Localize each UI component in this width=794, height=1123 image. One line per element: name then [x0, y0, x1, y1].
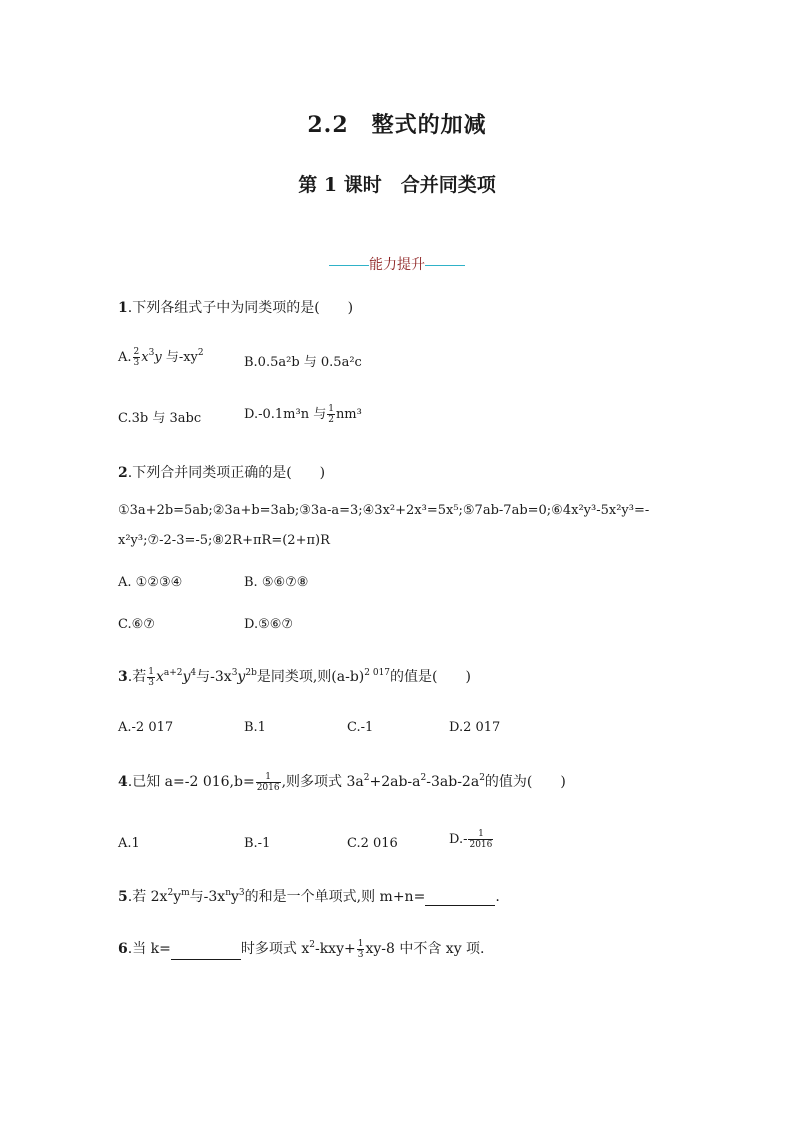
q3-option-d: D.2 017 [449, 720, 501, 735]
question-stem: 与-3x [196, 669, 232, 685]
fraction-one-over-2016: $\frac{1}{2016}$ [469, 829, 493, 850]
q2-option-d: D.⑤⑥⑦ [244, 617, 294, 632]
question-3: 3.若 $\frac{1}{3}$ $x^{a+2}y^4$与$-3x^3y^{2b}$是同类项,则$(a-b)^{2 017}$的值是( ) [118, 666, 471, 688]
q4-option-c: C.2 016 [347, 836, 398, 851]
option-label: A. [118, 350, 132, 365]
q2-option-b: B. ⑤⑥⑦⑧ [244, 575, 309, 590]
question-4: 4.已知 a=-2 016,b= $\frac{1}{2016}$ ,则多项式 $3a^2+2ab-a^2-3ab-2a^2$的值为( ) [118, 771, 566, 793]
q3-option-a: A.-2 017 [118, 720, 174, 735]
question-1 [118, 297, 353, 317]
question-stem: 是同类项,则(a-b) [256, 669, 365, 685]
question-6: 6.当 k= 时多项式 $x^2-kxy+$ $\frac{1}{3}$ xy-8 中不含 xy 项. [118, 938, 485, 960]
q1-option-a: A. $\frac{2}{3}$ $x^3y$ 与$-xy^2$ [118, 347, 204, 368]
question-stem: .若 [127, 669, 147, 685]
question-stem: 的值是( ) [390, 669, 471, 685]
option-text: nm³ [335, 407, 362, 422]
fraction-one-over-2016: $\frac{1}{2016}$ [256, 771, 280, 793]
section-header [0, 254, 794, 274]
section-label: 能力提升 [369, 257, 425, 273]
fraction-one-half: $\frac{1}{2}$ [328, 404, 334, 425]
option-text: D.- [449, 832, 468, 847]
fraction-one-third: $\frac{1}{3}$ [148, 666, 154, 688]
q3-option-c: C.-1 [347, 720, 374, 735]
question-number: 1 [118, 300, 128, 316]
q4-option-a: A.1 [118, 836, 140, 851]
question-number: 3 [118, 669, 128, 685]
question-stem: .已知 a=-2 016,b= [127, 774, 255, 790]
question-number: 2 [118, 465, 128, 481]
question-stem: y [231, 889, 239, 905]
question-number: 5 [118, 889, 128, 905]
q2-option-c: C.⑥⑦ [118, 617, 155, 632]
option-text: 与-xy [161, 350, 198, 365]
q4-option-d [449, 829, 494, 850]
question-stem: .下列各组式子中为同类项的是( ) [127, 300, 354, 316]
question-number: 4 [118, 774, 128, 790]
question-stem: -3ab-2a [426, 774, 480, 790]
q1-option-c: C.3b 与 3abc [118, 411, 202, 426]
q4-option-b: B.-1 [244, 836, 271, 851]
question-stem: y [173, 889, 182, 905]
question-number: 6 [118, 941, 128, 957]
q2-equation-list: ①3a+2b=5ab;②3a+b=3ab;③3a-a=3;④3x²+2x³=5x⁵;⑤7ab-7ab=0;⑥4x²y³-5x²y³=-x²y³;⑦-2-3=-5;⑧2R+πR=(2+π)R [118, 503, 650, 548]
question-stem: .当 k= [127, 941, 171, 957]
question-2 [118, 462, 325, 482]
question-stem: +2ab-a [369, 774, 421, 790]
answer-blank[interactable] [425, 891, 495, 906]
fraction-two-thirds: $\frac{2}{3}$ [133, 347, 140, 368]
q1-option-d [244, 403, 362, 425]
lesson-subtitle: 第 1 课时 合并同类项 [298, 174, 496, 196]
q3-option-b: B.1 [244, 720, 266, 735]
question-5: 5.若 $2x^2y^m$与$-3x^ny^3$的和是一个单项式,则 m+n= . [118, 888, 500, 905]
question-stem: .若 2x [127, 889, 168, 905]
answer-blank[interactable] [171, 945, 241, 960]
page-title: 2.2 整式的加减 [307, 112, 487, 138]
question-stem: . [495, 889, 500, 905]
q2-option-a: A. ①②③④ [118, 575, 183, 590]
question-stem: 时多项式 x [240, 941, 310, 957]
question-stem: .下列合并同类项正确的是( ) [127, 465, 326, 481]
section-line-right [425, 265, 465, 266]
question-stem: 与-3x [189, 889, 226, 905]
q1-option-b: B.0.5a²b 与 0.5a²c [244, 355, 362, 370]
question-stem: 的和是一个单项式,则 m+n= [244, 889, 426, 905]
question-stem: xy-8 中不含 xy 项. [365, 941, 485, 957]
fraction-one-third: $\frac{1}{3}$ [357, 938, 364, 960]
question-stem: 的值为( ) [484, 774, 566, 790]
question-stem: -kxy+ [314, 941, 356, 957]
section-line-left [329, 265, 369, 266]
option-text: D.-0.1m³n 与 [244, 407, 327, 422]
question-stem: ,则多项式 3a [281, 774, 364, 790]
